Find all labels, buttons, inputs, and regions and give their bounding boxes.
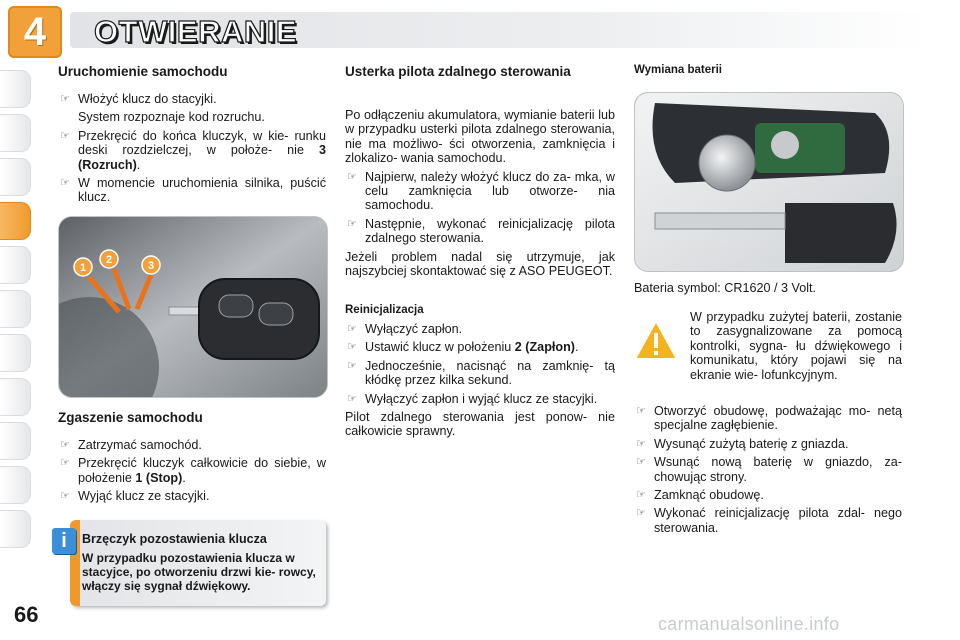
list-item: ☞ Następnie, wykonać reinicjalizację pilota zdalnego sterowania. xyxy=(347,216,615,246)
paragraph: Jeżeli problem nadal się utrzymuje, jak najszybciej skontaktować się z ASO PEUGEOT. xyxy=(345,249,615,279)
list-item: ☞ Jednocześnie, nacisnąć na zamknię- tą kłódkę przez kilka sekund. xyxy=(347,358,615,388)
list-item: ☞ Wyłączyć zapłon i wyjąć klucz ze stacyjki. xyxy=(347,391,598,406)
section-title-remote-fault: Usterka pilota zdalnego sterowania xyxy=(345,64,571,79)
chapter-tab[interactable] xyxy=(0,246,31,284)
list-item: ☞ Otworzyć obudowę, podważając mo- netą specjalne zagłębienie. xyxy=(636,404,902,433)
stop-instructions xyxy=(58,438,326,508)
list-item: ☞ Wysunąć zużytą baterię z gniazda. xyxy=(636,436,849,451)
info-box-text: W przypadku pozostawienia klucza w stacyjce, po otworzeniu drzwi kie- rowcy, włączy się sygnał dźwiękowy. xyxy=(82,551,316,593)
list-item: ☞ Wyłączyć zapłon. xyxy=(347,322,463,336)
pointer-icon: ☞ xyxy=(60,177,70,190)
position-label: 1 xyxy=(79,262,87,274)
list-item: ☞ Włożyć klucz do stacyjki. xyxy=(60,92,217,106)
pointer-icon: ☞ xyxy=(347,217,357,230)
pointer-icon: ☞ xyxy=(347,341,357,354)
list-item: ☞ Wyjąć klucz ze stacyjki. xyxy=(60,489,210,504)
warning-text: W przypadku zużytej baterii, zostanie to zasygnalizowane za pomocą kontrolki, sygna- łu dźwiękowego i komunikatu, który pojawi się na ekranie wie- lofunkcyjnym. xyxy=(690,310,902,382)
chapter-tab[interactable] xyxy=(0,378,31,416)
chapter-tab[interactable] xyxy=(0,114,31,152)
warning-icon xyxy=(632,318,680,362)
pointer-icon: ☞ xyxy=(636,489,646,502)
list-item: ☞ Przekręcić kluczyk całkowicie do siebie, w położenie 1 (Stop). xyxy=(60,456,326,485)
list-item: ☞ Wykonać reinicjalizację pilota zdal- nego sterowania. xyxy=(636,506,902,535)
position-label: 2 xyxy=(105,254,113,266)
list-item: ☞ Przekręcić do końca kluczyk, w kie- runku deski rozdzielczej, w położe- nie 3 (Rozruch). xyxy=(60,128,326,172)
pointer-icon: ☞ xyxy=(347,359,357,372)
chapter-badge: 4 xyxy=(8,6,62,58)
ignition-key-photo xyxy=(58,216,328,398)
info-box-title: Brzęczyk pozostawienia klucza xyxy=(82,532,267,546)
ignition-key-illustration xyxy=(59,217,327,397)
list-item: ☞ W momencie uruchomienia silnika, puścić klucz. xyxy=(60,176,326,205)
pointer-icon: ☞ xyxy=(347,392,357,405)
chapter-tab[interactable] xyxy=(0,422,31,460)
chapter-tab[interactable] xyxy=(0,466,31,504)
note-text: System rozpoznaje kod rozruchu. xyxy=(78,110,265,125)
start-instructions xyxy=(58,92,326,209)
section-title-reinit: Reinicjalizacja xyxy=(345,304,424,316)
pointer-icon: ☞ xyxy=(347,323,357,335)
battery-illustration xyxy=(635,93,903,271)
pointer-icon: ☞ xyxy=(636,456,646,469)
pointer-icon: ☞ xyxy=(60,129,70,142)
info-icon: i xyxy=(52,528,76,554)
chapter-tab[interactable] xyxy=(0,334,31,372)
pointer-icon: ☞ xyxy=(60,457,70,470)
pointer-icon: ☞ xyxy=(636,507,646,520)
battery-instructions xyxy=(634,404,902,539)
chapter-tab[interactable] xyxy=(0,290,31,328)
pointer-icon: ☞ xyxy=(60,439,70,451)
battery-photo xyxy=(634,92,904,272)
page-title: OTWIERANIE xyxy=(94,14,298,49)
chapter-tab[interactable] xyxy=(0,70,31,108)
watermark: carmanualsonline.info xyxy=(658,614,840,634)
chapter-tab[interactable] xyxy=(0,158,31,196)
reinit-instructions xyxy=(345,322,615,443)
pointer-icon: ☞ xyxy=(347,170,357,183)
pointer-icon: ☞ xyxy=(60,93,70,105)
paragraph: Po odłączeniu akumulatora, wymianie baterii lub w przypadku usterki pilota zdalnego sterowania, nie ma możliwo- ści otworzenia, zamknięcia i zlokalizo- wania samochodu. xyxy=(345,108,615,166)
page-header xyxy=(0,0,960,62)
chapter-tabs xyxy=(0,70,36,554)
list-item: ☞ Najpierw, należy włożyć klucz do za- mka, w celu zamknięcia lub otworze- nia samochodu. xyxy=(347,169,615,213)
battery-caption: Bateria symbol: CR1620 / 3 Volt. xyxy=(634,281,817,295)
chapter-tab[interactable] xyxy=(0,510,31,548)
paragraph: Pilot zdalnego sterowania jest ponow- nie całkowicie sprawny. xyxy=(345,410,615,439)
position-label: 3 xyxy=(147,260,155,272)
list-item: ☞ Wsunąć nową baterię w gniazdo, za- chowując strony. xyxy=(636,455,902,484)
page-number: 66 xyxy=(14,602,39,627)
section-title-start: Uruchomienie samochodu xyxy=(58,64,228,79)
list-item: ☞ Zamknąć obudowę. xyxy=(636,488,764,503)
section-title-battery: Wymiana baterii xyxy=(634,64,722,76)
pointer-icon: ☞ xyxy=(636,405,646,417)
pointer-icon: ☞ xyxy=(60,490,70,503)
section-title-stop: Zgaszenie samochodu xyxy=(58,410,203,425)
list-item: ☞ Ustawić klucz w położeniu 2 (Zapłon). xyxy=(347,340,579,355)
list-item: ☞ Zatrzymać samochód. xyxy=(60,438,202,452)
chapter-tab-active[interactable] xyxy=(0,202,31,240)
pointer-icon: ☞ xyxy=(636,437,646,450)
remote-fault-text xyxy=(345,108,615,282)
